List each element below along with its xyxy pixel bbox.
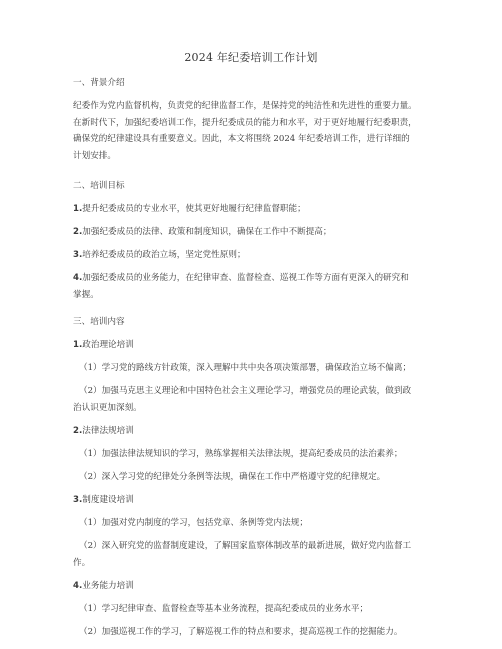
- sub-item: （2）加强马克思主义理论和中国特色社会主义理论学习，增强党员的理论武装，做到政: [79, 386, 412, 396]
- section-heading-background: [73, 75, 438, 92]
- paragraph-background: [73, 98, 438, 164]
- goal-item-1: [73, 201, 438, 218]
- content-item-1-sub-1: [79, 360, 444, 377]
- goal-number: 4.: [73, 273, 83, 283]
- content-item-1-sub-2: [79, 383, 444, 400]
- content-title: 政治理论培训: [82, 340, 134, 350]
- goal-number: 1.: [73, 204, 83, 214]
- content-title: 制度建设培训: [82, 495, 134, 505]
- sub-item: （2）加强巡视工作的学习，了解巡视工作的特点和要求，提高巡视工作的挖掘能力。: [79, 627, 403, 637]
- content-item-3-sub-2-cont: [73, 555, 438, 572]
- goal-number: 3.: [73, 250, 83, 260]
- goal-text: 培养纪委成员的政治立场，坚定党性原则；: [82, 250, 246, 260]
- goal-text-continued: 掌握。: [73, 289, 99, 300]
- section-heading: 三、培训内容: [73, 317, 125, 327]
- sub-item-continued: 作。: [73, 558, 91, 568]
- sub-item: （2）深入研究党的监督制度建设，了解国家监察体制改革的最新进展，做好党内监督工: [79, 541, 412, 551]
- content-number: 2.: [73, 426, 83, 436]
- paragraph-line: 在新时代下，加强纪委培训工作，提升纪委成员的能力和水平，对于更好地履行纪委职责，: [73, 117, 417, 128]
- content-item-4-title: [73, 578, 438, 595]
- goal-item-3: [73, 247, 438, 264]
- content-item-1-title: [73, 337, 438, 354]
- paragraph-line: 确保党的纪律建设具有重要意义。因此，本文将围绕 2024 年纪委培训工作，进行详细的: [73, 134, 410, 144]
- content-item-4-sub-1: [79, 601, 444, 618]
- goal-number: 2.: [73, 227, 83, 237]
- section-heading: 二、培训目标: [73, 181, 125, 191]
- content-item-3-title: [73, 492, 438, 509]
- paragraph-line: 计划安排。: [73, 150, 116, 161]
- sub-item-continued: 治认识更加深刻。: [73, 403, 142, 413]
- goal-text: 加强纪委成员的法律、政策和制度知识，确保在工作中不断提高；: [82, 227, 332, 237]
- sub-item: （1）学习纪律审查、监督检查等基本业务流程，提高纪委成员的业务水平；: [79, 604, 369, 614]
- content-item-1-sub-2-cont: [73, 400, 438, 417]
- goal-item-2: [73, 224, 438, 241]
- content-number: 3.: [73, 495, 83, 505]
- content-title: 业务能力培训: [82, 581, 134, 591]
- content-item-2-sub-2: [79, 469, 444, 486]
- content-item-4-sub-2: [79, 624, 444, 641]
- section-heading: 一、背景介绍: [73, 78, 125, 88]
- content-item-2-sub-1: [79, 446, 444, 463]
- sub-item: （2）深入学习党的纪律处分条例等法规，确保在工作中严格遵守党的纪律规定。: [79, 472, 386, 482]
- sub-item: （1）加强对党内制度的学习，包括党章、条例等党内法规；: [79, 518, 308, 528]
- content-item-3-sub-1: [79, 515, 444, 532]
- goal-text: 提升纪委成员的专业水平，使其更好地履行纪律监督职能；: [82, 204, 306, 214]
- content-number: 4.: [73, 581, 83, 591]
- paragraph-line: 纪委作为党内监督机构，负责党的纪律监督工作，是保持党的纯洁性和先进性的重要力量。: [73, 101, 417, 111]
- content-item-3-sub-2: [79, 538, 444, 555]
- content-title: 法律法规培训: [82, 426, 134, 436]
- content-number: 1.: [73, 340, 83, 350]
- goal-text: 加强纪委成员的业务能力，在纪律审查、监督检查、巡视工作等方面有更深入的研究和: [82, 273, 409, 283]
- goal-item-4: [73, 270, 438, 303]
- page-title: 2024 年纪委培训工作计划: [184, 51, 318, 64]
- section-heading-content: [73, 314, 438, 331]
- content-item-2-title: [73, 423, 438, 440]
- sub-item: （1）学习党的路线方针政策，深入理解中共中央各项决策部署，确保政治立场不偏离；: [79, 363, 412, 373]
- section-heading-goals: [73, 178, 438, 195]
- sub-item: （1）加强法律法规知识的学习，熟练掌握相关法律法规，提高纪委成员的法治素养；: [79, 449, 403, 459]
